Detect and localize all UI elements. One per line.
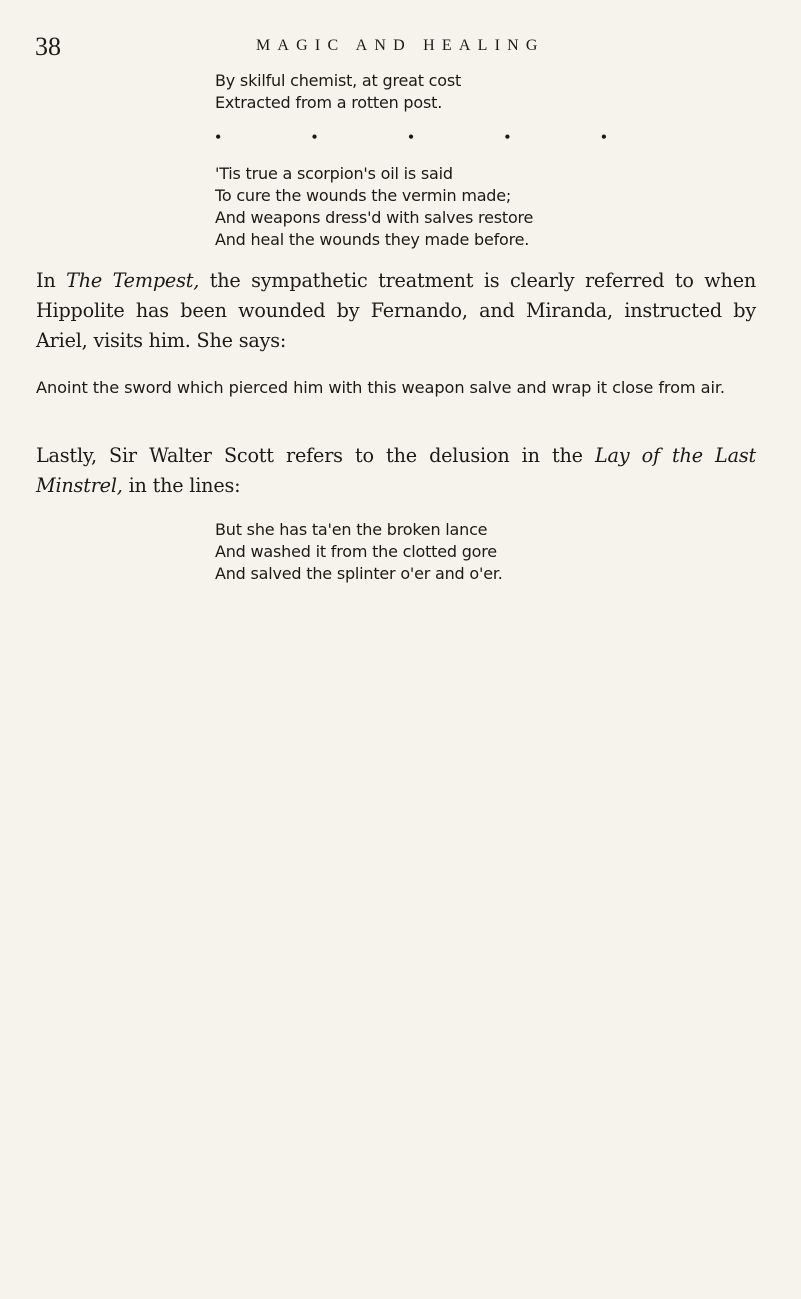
verse-line: To cure the wounds the vermin made;	[215, 186, 512, 205]
verse-line: And heal the wounds they made before.	[215, 230, 530, 249]
page-number: 38	[35, 32, 61, 61]
paragraph-text: In	[36, 269, 67, 292]
ellipsis-dot: •	[311, 127, 318, 147]
ellipsis-dots	[215, 128, 607, 146]
verse-line: And salved the splinter o'er and o'er.	[215, 564, 503, 583]
verse-stanza-3	[215, 519, 503, 585]
verse-line: Extracted from a rotten post.	[215, 93, 443, 112]
verse-line: But she has ta'en the broken lance	[215, 520, 488, 539]
block-quote: Anoint the sword which pierced him with this weapon salve and wrap it close from air.	[36, 378, 725, 397]
ellipsis-dot: •	[215, 127, 222, 147]
verse-line: And weapons dress'd with salves restore	[215, 208, 534, 227]
paragraph-text: in the lines:	[122, 474, 241, 497]
verse-stanza-2	[215, 163, 533, 251]
paragraph-scott	[36, 441, 756, 501]
ellipsis-dot: •	[600, 127, 607, 147]
ellipsis-dot: •	[407, 127, 415, 147]
verse-line: 'Tis true a scorpion's oil is said	[215, 164, 453, 183]
verse-line: And washed it from the clotted gore	[215, 542, 497, 561]
verse-line: By skilful chemist, at great cost	[215, 71, 462, 90]
work-title: The Tempest,	[66, 269, 200, 292]
verse-stanza-1	[215, 70, 461, 114]
paragraph-text: Lastly, Sir Walter Scott refers to the delusion in the	[36, 444, 595, 467]
paragraph-text: the sympathetic treatment is clearly referred to when Hippolite has been wounded by Fernando, and Miranda, instructed by Ariel, visits him. She says:	[36, 269, 757, 352]
paragraph-tempest	[36, 266, 756, 356]
work-title: Lay of the Last Minstrel,	[36, 444, 756, 497]
running-head: MAGIC AND HEALING	[256, 37, 545, 54]
ellipsis-dot: •	[504, 127, 511, 147]
